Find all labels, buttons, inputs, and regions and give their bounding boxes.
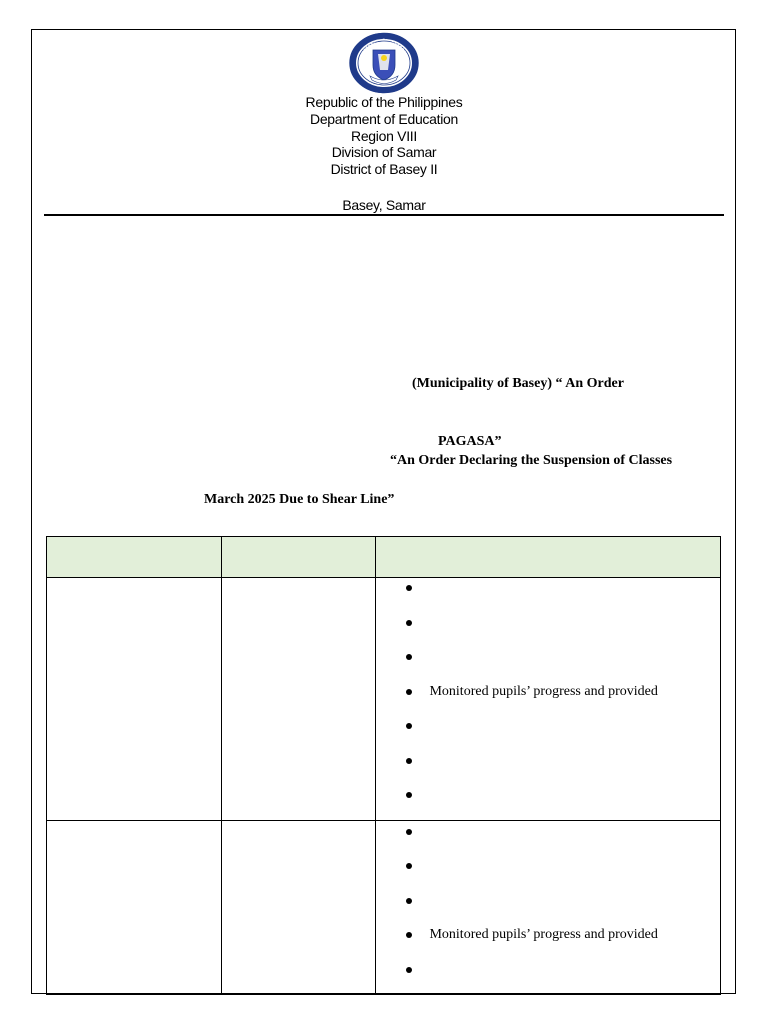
list-item — [376, 753, 720, 788]
activity-table — [46, 536, 721, 995]
table-row — [47, 578, 721, 821]
deped-seal-logo — [348, 32, 420, 94]
table-cell — [222, 820, 376, 994]
list-item — [376, 787, 720, 822]
table-header-cell — [376, 537, 721, 578]
list-item: Monitored pupils’ progress and provided — [376, 927, 720, 962]
bullet-dot-icon — [406, 585, 412, 591]
header-line-republic: Republic of the Philippines — [305, 94, 463, 110]
table-cell-bullets — [376, 578, 721, 821]
header-divider — [44, 214, 724, 216]
bullet-dot-icon — [406, 689, 412, 695]
bullet-dot-icon — [406, 620, 412, 626]
bullet-list — [376, 824, 720, 997]
list-item — [376, 649, 720, 684]
bullet-dot-icon — [406, 654, 412, 660]
table-cell — [222, 578, 376, 821]
table-header-row — [47, 537, 721, 578]
body-text-line-2: PAGASA” — [438, 434, 502, 449]
table-cell — [47, 578, 222, 821]
list-item: Monitored pupils’ progress and provided — [376, 684, 720, 719]
table-header-cell — [222, 537, 376, 578]
body-text-line-1: (Municipality of Basey) “ An Order — [412, 376, 624, 391]
list-item — [376, 615, 720, 650]
list-item — [376, 962, 720, 997]
bullet-dot-icon — [406, 898, 412, 904]
bullet-dot-icon — [406, 932, 412, 938]
bullet-dot-icon — [406, 863, 412, 869]
header-address-block — [0, 94, 768, 178]
list-item — [376, 858, 720, 893]
header-location: Basey, Samar — [342, 197, 426, 213]
header-line-division: Division of Samar — [331, 144, 437, 161]
bullet-dot-icon — [406, 758, 412, 764]
table-row — [47, 820, 721, 994]
bullet-dot-icon — [406, 792, 412, 798]
list-item — [376, 893, 720, 928]
header-line-region: Region VIII — [351, 127, 417, 144]
header-line-district: District of Basey II — [330, 161, 438, 178]
header-line-department: Department of Education — [310, 110, 458, 127]
list-item — [376, 580, 720, 615]
list-item — [376, 824, 720, 859]
table-cell — [47, 820, 222, 994]
bullet-dot-icon — [406, 723, 412, 729]
bullet-dot-icon — [406, 967, 412, 973]
bullet-dot-icon — [406, 829, 412, 835]
body-text-line-3: “An Order Declaring the Suspension of Classes — [390, 453, 673, 468]
list-item — [376, 718, 720, 753]
bullet-list — [376, 580, 720, 822]
table-cell-bullets — [376, 820, 721, 994]
body-text-line-4: March 2025 Due to Shear Line” — [204, 492, 395, 507]
table-header-cell — [47, 537, 222, 578]
